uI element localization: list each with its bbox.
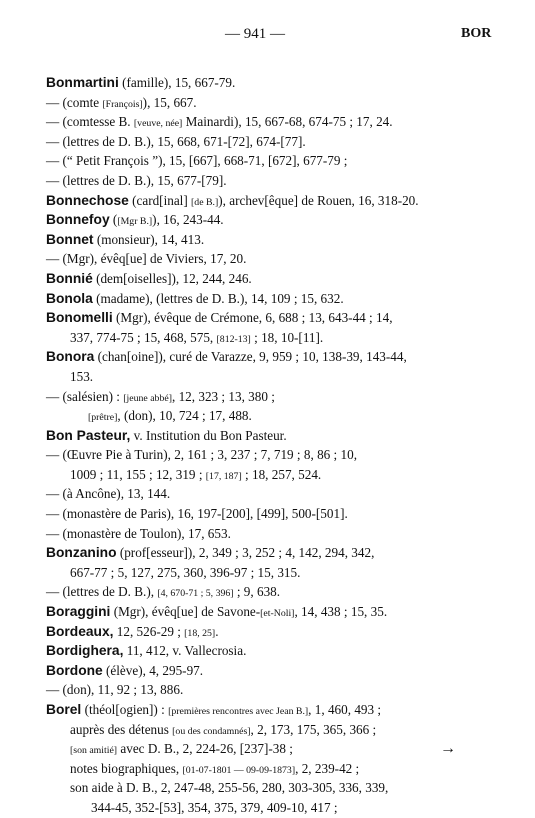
entry-headword: Bonnefoy <box>46 212 110 228</box>
entry-text: , 12, 323 ; 13, 380 ; <box>171 388 275 404</box>
index-line <box>46 406 506 426</box>
index-line <box>46 622 506 642</box>
entry-headword: Bordighera, <box>46 643 124 659</box>
editorial-note: [4, 670-71 ; 5, 396] <box>157 588 234 600</box>
entry-text: — (comte <box>46 94 103 110</box>
entry-text: (Mgr), évêque de Crémone, 6, 688 ; 13, 643-44 ; 14, <box>112 310 393 326</box>
entry-text: ; 18, 10-[11]. <box>250 329 324 345</box>
editorial-note: [premières rencontres avec Jean B.] <box>168 706 309 717</box>
index-line <box>46 484 506 504</box>
entry-text: v. Institution du Bon Pasteur. <box>130 427 287 443</box>
entry-text: notes biographiques, <box>70 760 183 776</box>
index-line <box>46 641 506 661</box>
editorial-note: [17, 187] <box>205 470 242 482</box>
entry-text: (famille), 15, 667-79. <box>118 75 236 90</box>
entry-text: (madame), (lettres de D. B.), 14, 109 ; 15, 632. <box>92 290 344 306</box>
running-head: BOR <box>461 26 492 41</box>
entry-text: son aide à D. B., 2, 247-48, 255-56, 280, 303-305, 336, 339, <box>70 780 389 796</box>
index-line <box>46 524 506 544</box>
index-line <box>46 680 506 700</box>
entry-text: 667-77 ; 5, 127, 275, 360, 396-97 ; 15, 315. <box>70 564 301 580</box>
entry-text: — (lettres de D. B.), <box>46 584 158 600</box>
index-line <box>46 504 506 524</box>
index-line <box>46 661 506 681</box>
index-line <box>46 132 506 152</box>
entry-text: — (lettres de D. B.), 15, 668, 671-[72], 674-[77]. <box>46 133 306 149</box>
entry-text: — (don), 11, 92 ; 13, 886. <box>46 682 184 698</box>
entry-text: 344-45, 352-[53], 354, 375, 379, 409-10, 417 ; <box>91 799 338 815</box>
entry-text: — (à Ancône), 13, 144. <box>46 486 171 502</box>
index-line <box>46 191 506 211</box>
entry-text: ; 9, 638. <box>233 584 281 600</box>
entry-headword: Bonzanino <box>46 545 117 561</box>
entry-text: ), archev[êque] de Rouen, 16, 318-20. <box>218 192 419 208</box>
entry-text: avec D. B., 2, 224-26, [237]-38 ; <box>117 741 293 757</box>
editorial-note: [01-07-1801 — 09-09-1873] <box>182 764 296 776</box>
index-line <box>46 367 506 387</box>
entry-text: auprès des détenus <box>70 721 173 737</box>
index-line <box>46 778 506 798</box>
entry-text: . <box>215 623 219 639</box>
entry-headword: Bordeaux, <box>46 623 114 639</box>
entry-text: — (salésien) : <box>46 388 124 404</box>
index-line <box>46 210 506 230</box>
editorial-note: [812-13] <box>216 333 251 345</box>
index-line <box>46 289 506 309</box>
index-line <box>46 93 506 113</box>
entry-text: — (“ Petit François ”), 15, [667], 668-71, [672], 677-79 ; <box>46 153 348 169</box>
index-line <box>46 465 506 485</box>
index-line <box>46 171 506 191</box>
index-line <box>46 387 506 407</box>
entry-text: — (monastère de Toulon), 17, 653. <box>46 525 231 541</box>
entry-text: (chan[oine]), curé de Varazze, 9, 959 ; 10, 138-39, 143-44, <box>94 349 407 365</box>
index-line <box>46 426 506 446</box>
editorial-note: [jeune abbé] <box>123 392 172 404</box>
index-line <box>46 700 506 720</box>
continuation-arrow-icon: → <box>440 740 456 757</box>
entry-headword: Bordone <box>46 662 103 678</box>
entry-text: (élève), 4, 295-97. <box>102 662 204 678</box>
index-line <box>46 347 506 367</box>
entry-text: — (Mgr), évêq[ue] de Viviers, 17, 20. <box>46 251 247 267</box>
entry-headword: Bonomelli <box>46 310 113 326</box>
entry-text: — (Œuvre Pie à Turin), 2, 161 ; 3, 237 ; 7, 719 ; 8, 86 ; 10, <box>46 447 358 463</box>
entry-text: (dem[oiselles]), 12, 244, 246. <box>92 270 252 286</box>
entry-text: — (monastère de Paris), 16, 197-[200], [499], 500-[501]. <box>46 506 348 522</box>
index-line <box>46 563 506 583</box>
entry-text: , 14, 438 ; 15, 35. <box>294 604 388 620</box>
index-line <box>46 720 506 740</box>
entry-text: Mainardi), 15, 667-68, 674-75 ; 17, 24. <box>182 114 393 130</box>
editorial-note: [18, 25] <box>184 627 216 639</box>
index-line <box>46 249 506 269</box>
editorial-note: [Mgr B.] <box>117 216 153 228</box>
index-line <box>46 230 506 250</box>
entry-text: , 1, 460, 493 ; <box>308 702 382 717</box>
index-line <box>46 759 506 779</box>
index-entries <box>46 73 506 818</box>
editorial-note: [ou des condamnés] <box>172 725 251 737</box>
entry-headword: Bonnié <box>46 270 93 286</box>
editorial-note: [prêtre] <box>88 412 118 424</box>
editorial-note: [veuve, née] <box>133 118 183 130</box>
entry-text: 11, 412, v. Vallecrosia. <box>123 643 247 659</box>
entry-text: (Mgr), évêq[ue] de Savone- <box>110 604 261 620</box>
entry-text: 337, 774-75 ; 15, 468, 575, <box>70 329 217 345</box>
index-line <box>46 445 506 465</box>
entry-headword: Bonnechose <box>46 192 129 208</box>
entry-headword: Boraggini <box>46 604 111 620</box>
index-line <box>46 269 506 289</box>
editorial-note: [de B.] <box>191 196 219 208</box>
entry-text: ), 16, 243-44. <box>152 212 224 228</box>
entry-text: (card[inal] <box>128 192 192 208</box>
entry-text: , 2, 239-42 ; <box>295 760 360 776</box>
index-line <box>46 739 506 759</box>
entry-text: ( <box>109 212 118 228</box>
entry-headword: Bon Pasteur, <box>46 427 131 443</box>
index-line <box>46 582 506 602</box>
entry-text: (théol[ogien]) : <box>81 702 169 717</box>
index-line <box>46 151 506 171</box>
entry-text: 1009 ; 11, 155 ; 12, 319 ; <box>70 466 206 482</box>
index-line <box>46 73 506 93</box>
index-line <box>46 798 506 818</box>
editorial-note: [et-Noli] <box>260 608 295 620</box>
index-line <box>46 328 506 348</box>
editorial-note: [son amitié] <box>70 745 118 757</box>
entry-text: 153. <box>70 368 94 384</box>
entry-text: 12, 526-29 ; <box>113 623 185 639</box>
index-line <box>46 112 506 132</box>
entry-headword: Bonnet <box>46 231 94 247</box>
entry-headword: Bonola <box>46 290 93 306</box>
entry-text: — (lettres de D. B.), 15, 677-[79]. <box>46 172 227 188</box>
index-line <box>46 543 506 563</box>
entry-text: ; 18, 257, 524. <box>241 466 322 482</box>
entry-text: (prof[esseur]), 2, 349 ; 3, 252 ; 4, 142, 294, 342, <box>116 545 375 561</box>
entry-text: , 2, 173, 175, 365, 366 ; <box>250 721 377 737</box>
index-line <box>46 308 506 328</box>
entry-headword: Bonora <box>46 349 95 365</box>
entry-text: , (don), 10, 724 ; 17, 488. <box>117 408 252 424</box>
entry-headword: Bonmartini <box>46 75 119 90</box>
entry-text: (monsieur), 14, 413. <box>93 231 205 247</box>
page-number: — 941 — <box>225 26 285 42</box>
entry-text: ), 15, 667. <box>142 94 197 110</box>
entry-headword: Borel <box>46 702 82 717</box>
index-line <box>46 602 506 622</box>
entry-text: — (comtesse B. <box>46 114 134 130</box>
editorial-note: [François] <box>102 98 143 110</box>
